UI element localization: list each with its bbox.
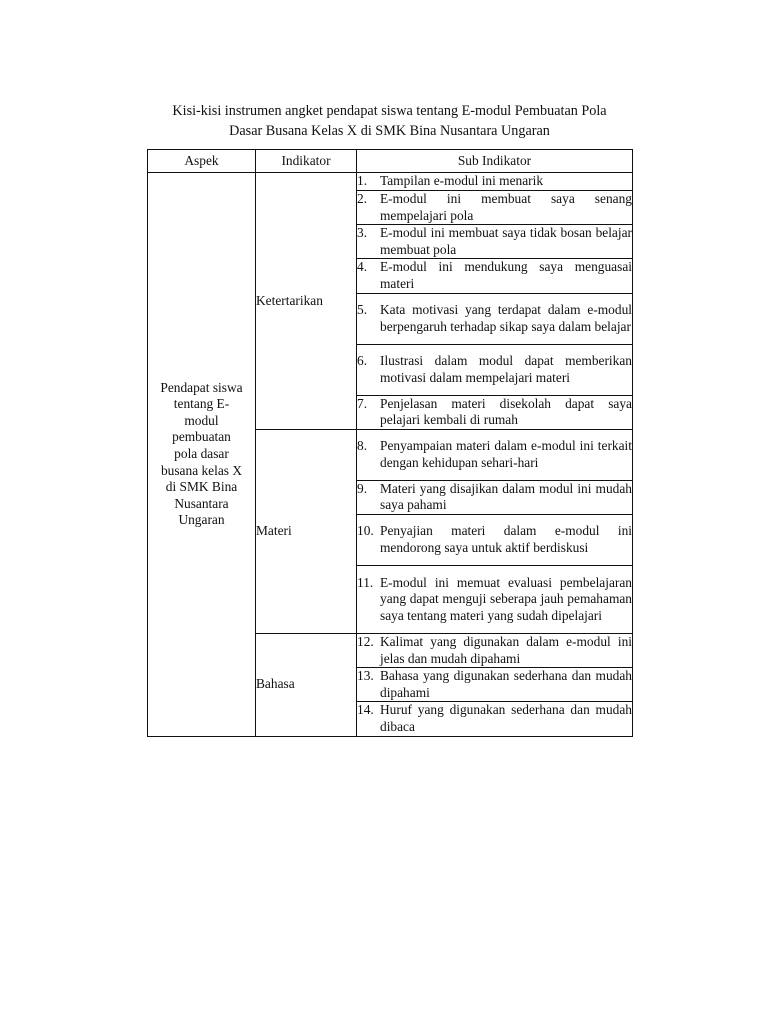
sub-indikator-6 — [357, 344, 633, 395]
sub-number: 12. — [357, 633, 374, 649]
sub-indikator-8 — [357, 429, 633, 480]
sub-indikator-12 — [357, 633, 633, 667]
sub-text: Penyajian materi dalam e-modul ini mendorong saya untuk aktif berdiskusi — [380, 523, 632, 555]
sub-text: E-modul ini membuat saya senang mempelajari pola — [380, 191, 632, 223]
sub-text: Ilustrasi dalam modul dapat memberikan motivasi dalam mempelajari materi — [380, 352, 632, 385]
sub-number: 8. — [357, 438, 368, 454]
aspek-line: Pendapat siswa — [160, 379, 243, 395]
sub-indikator-9 — [357, 480, 633, 514]
sub-indikator-3 — [357, 225, 633, 259]
header-sub-indikator: Sub Indikator — [357, 150, 633, 173]
aspek-line: Nusantara — [174, 495, 229, 511]
header-indikator: Indikator — [256, 150, 357, 173]
sub-text: Penjelasan materi disekolah dapat saya pelajari kembali di rumah — [380, 395, 632, 428]
aspek-line: modul — [184, 412, 219, 428]
sub-indikator-2 — [357, 191, 633, 225]
table-row — [148, 173, 633, 191]
title-line-2: Dasar Busana Kelas X di SMK Bina Nusantara Ungaran — [229, 123, 550, 139]
indikator-materi: Materi — [256, 429, 357, 633]
aspek-line: pembuatan — [172, 429, 231, 445]
title-line-1: Kisi-kisi instrumen angket pendapat siswa tentang E-modul Pembuatan Pola — [172, 103, 607, 119]
sub-text: Kalimat yang digunakan dalam e-modul ini jelas dan mudah dipahami — [380, 633, 632, 666]
sub-number: 2. — [357, 191, 368, 206]
header-aspek: Aspek — [148, 150, 256, 173]
sub-number: 7. — [357, 395, 368, 411]
kisi-kisi-table — [147, 149, 633, 737]
sub-number: 1. — [357, 173, 368, 189]
sub-indikator-7 — [357, 395, 633, 429]
sub-number: 10. — [357, 523, 374, 539]
sub-text: Huruf yang digunakan sederhana dan mudah dibaca — [380, 702, 632, 734]
sub-number: 13. — [357, 668, 374, 684]
aspek-line: busana kelas X — [160, 462, 243, 478]
table-header-row — [148, 150, 633, 173]
sub-number: 14. — [357, 702, 374, 718]
sub-indikator-11 — [357, 565, 633, 633]
aspek-cell — [148, 173, 256, 737]
sub-number: 11. — [357, 574, 374, 590]
sub-number: 6. — [357, 352, 368, 368]
sub-number: 9. — [357, 480, 368, 496]
sub-text: Bahasa yang digunakan sederhana dan mudah dipahami — [380, 668, 632, 700]
aspek-line: di SMK Bina — [165, 479, 238, 495]
aspek-line: Ungaran — [178, 512, 225, 528]
sub-indikator-10 — [357, 514, 633, 565]
sub-indikator-1 — [357, 173, 633, 191]
indikator-ketertarikan: Ketertarikan — [256, 173, 357, 430]
sub-indikator-5 — [357, 293, 633, 344]
sub-text: Materi yang disajikan dalam modul ini mudah saya pahami — [380, 480, 632, 513]
sub-text: Kata motivasi yang terdapat dalam e-modul berpengaruh terhadap sikap saya dalam belajar — [380, 301, 632, 334]
aspek-line: tentang E- — [173, 396, 230, 412]
document-title — [147, 101, 632, 141]
sub-text: E-modul ini membuat saya tidak bosan belajar membuat pola — [380, 225, 632, 257]
indikator-bahasa: Bahasa — [256, 633, 357, 736]
sub-indikator-4 — [357, 259, 633, 293]
sub-text: E-modul ini memuat evaluasi pembelajaran yang dapat menguji seberapa jauh pemahaman saya tentang materi yang sudah dipelajari — [380, 574, 632, 623]
sub-text: Penyampaian materi dalam e-modul ini terkait dengan kehidupan sehari-hari — [380, 438, 632, 470]
sub-text: E-modul ini mendukung saya menguasai materi — [380, 259, 632, 291]
sub-number: 4. — [357, 259, 368, 275]
sub-indikator-13 — [357, 668, 633, 702]
sub-number: 5. — [357, 301, 368, 317]
aspek-line: pola dasar — [174, 445, 229, 461]
sub-text: Tampilan e-modul ini menarik — [380, 173, 544, 189]
sub-number: 3. — [357, 225, 368, 241]
sub-indikator-14 — [357, 702, 633, 736]
